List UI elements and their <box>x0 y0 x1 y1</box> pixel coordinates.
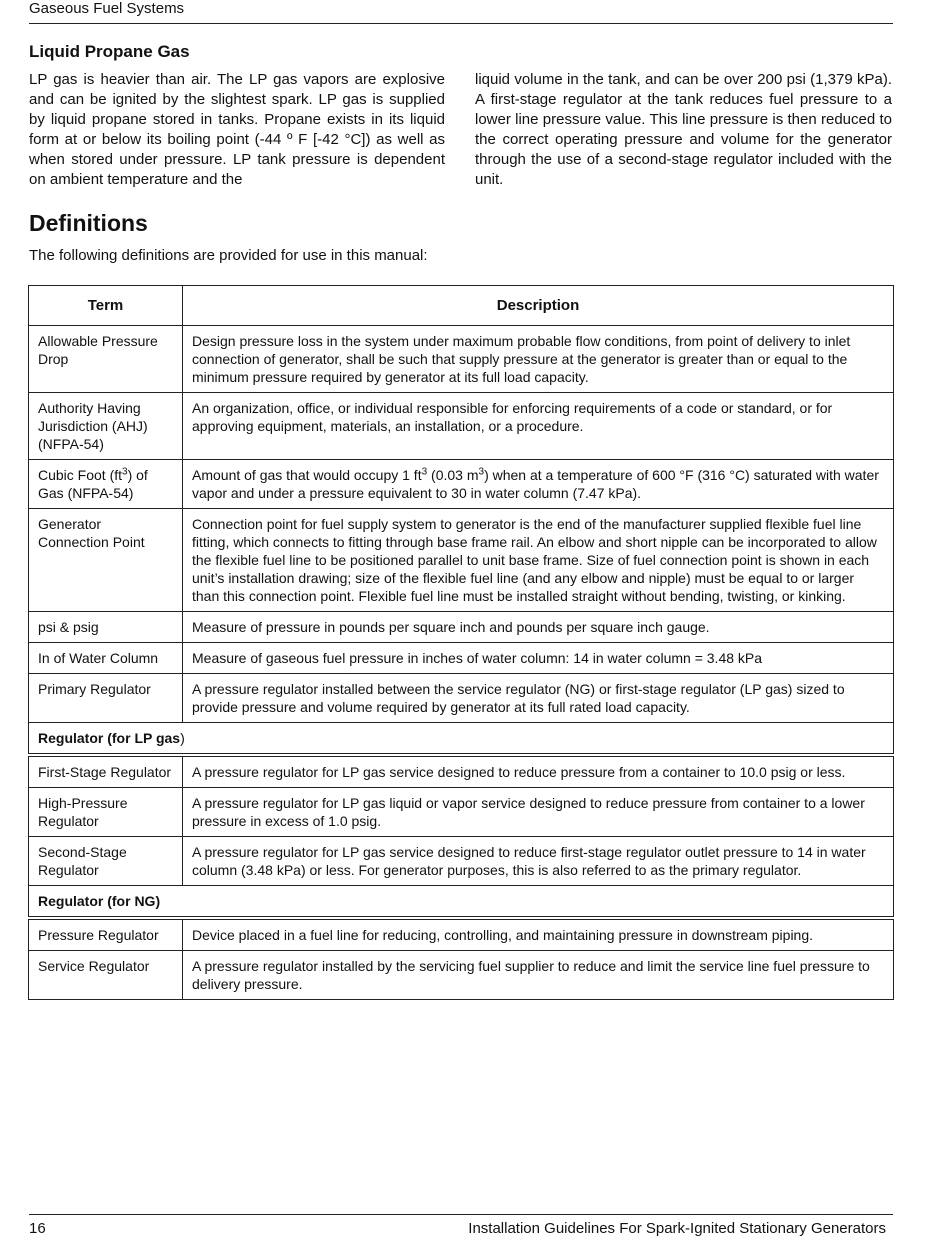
superscript: 3 <box>122 466 128 478</box>
table-row <box>29 326 894 393</box>
term-cell <box>29 460 183 509</box>
page-number: 16 <box>29 1220 46 1237</box>
table-row <box>29 837 894 886</box>
intro-paragraph-right: liquid volume in the tank, and can be over 200 psi (1,379 kPa). A first-stage regulator at the tank reduces fuel pressure to a lower line pressure value. This line pressure is then reduced to the correct operating pressure and volume for the generator through the use of a second-stage regulator included with the unit. <box>475 71 892 188</box>
description-cell: Connection point for fuel supply system to generator is the end of the manufacturer supplied flexible fuel line fitting, which connects to fitting through base frame rail. An elbow and short nipple can be incorporated to allow the flexible fuel line to be positioned parallel to unit base frame. Size of fuel connection point is shown in each unit’s installation drawing; size of the flexible fuel line (and any elbow and nipple) must be equal to or larger than this connection point. Flexible fuel line must be installed straight without bending, twisting, or kinking. <box>183 509 894 612</box>
page-header <box>29 0 893 24</box>
table-row <box>29 612 894 643</box>
description-cell: A pressure regulator for LP gas liquid or vapor service designed to reduce pressure from container to a lower pressure in excess of 1.0 psig. <box>183 788 894 837</box>
term-cell: High-Pressure Regulator <box>29 788 183 837</box>
term-cell: Allowable Pressure Drop <box>29 326 183 393</box>
description-cell: Measure of pressure in pounds per square inch and pounds per square inch gauge. <box>183 612 894 643</box>
header-text: Gaseous Fuel Systems <box>29 0 185 17</box>
description-cell: An organization, office, or individual responsible for enforcing requirements of a code or standard, or for approving equipment, materials, an installation, or a procedure. <box>183 393 894 460</box>
term-cell: Service Regulator <box>29 951 183 1000</box>
group-label: Regulator (for NG) <box>29 886 894 919</box>
group-row-lp-gas <box>29 723 894 756</box>
description-cell <box>183 460 894 509</box>
description-cell: A pressure regulator for LP gas service designed to reduce first-stage regulator outlet pressure to 14 in water column (3.48 kPa) or less. For generator purposes, this is also referred to as the primary regulator. <box>183 837 894 886</box>
description-cell: A pressure regulator installed by the servicing fuel supplier to reduce and limit the service line fuel pressure to delivery pressure. <box>183 951 894 1000</box>
term-cell: Pressure Regulator <box>29 918 183 951</box>
group-label <box>29 723 894 756</box>
term-cell: Second-Stage Regulator <box>29 837 183 886</box>
term-cell: Primary Regulator <box>29 674 183 723</box>
term-cell: In of Water Column <box>29 643 183 674</box>
section-title: Liquid Propane Gas <box>29 42 190 61</box>
table-header-row <box>29 286 894 326</box>
table-row <box>29 509 894 612</box>
description-cell: A pressure regulator for LP gas service designed to reduce pressure from a container to 10.0 psig or less. <box>183 755 894 788</box>
term-cell: First-Stage Regulator <box>29 755 183 788</box>
table-row <box>29 918 894 951</box>
table-row <box>29 674 894 723</box>
description-cell: Design pressure loss in the system under maximum probable flow conditions, from point of delivery to inlet connection of generator, shall be such that supply pressure at the generator is greater than or equal to the minimum pressure required by generator at its full load capacity. <box>183 326 894 393</box>
table-row <box>29 755 894 788</box>
page-footer <box>29 1214 893 1237</box>
definitions-title: Definitions <box>29 210 148 236</box>
table-row <box>29 951 894 1000</box>
term-cell: Generator Connection Point <box>29 509 183 612</box>
definitions-table <box>28 285 894 1000</box>
table-row <box>29 788 894 837</box>
description-text: (0.03 m <box>427 467 479 483</box>
intro-paragraph-left: LP gas is heavier than air. The LP gas vapors are explosive and can be ignited by the slightest spark. LP gas is supplied by liquid propane stored in tanks. Propane exists in its liquid form at or below its boiling point (-44 º F [-42 °C]) as well as when stored under pressure. LP tank pressure is dependent on ambient temperature and the <box>29 71 445 188</box>
term-cell: psi & psig <box>29 612 183 643</box>
superscript: 3 <box>478 466 485 478</box>
group-label-text: Regulator (for LP gas <box>38 730 181 746</box>
description-cell: Device placed in a fuel line for reducing, controlling, and maintaining pressure in downstream piping. <box>183 918 894 951</box>
group-row-ng <box>29 886 894 919</box>
table-row <box>29 393 894 460</box>
description-text: Amount of gas that would occupy 1 ft <box>192 467 422 483</box>
description-cell: A pressure regulator installed between the service regulator (NG) or first-stage regulator (LP gas) sized to provide pressure and volume required by generator at its full rated load capacity. <box>183 674 894 723</box>
term-text: ) of Gas (NFPA-54) <box>38 467 148 501</box>
column-header-term: Term <box>29 286 183 326</box>
column-header-description: Description <box>183 286 894 326</box>
table-row <box>29 643 894 674</box>
group-label-close: ) <box>180 730 185 746</box>
term-cell: Authority Having Jurisdiction (AHJ) (NFPA-54) <box>29 393 183 460</box>
description-text: ) when at a temperature of 600 °F (316 °C) saturated with water vapor and under a pressure equivalent to 30 in water column (7.47 kPa). <box>192 467 879 501</box>
footer-title: Installation Guidelines For Spark-Ignited Stationary Generators <box>468 1220 886 1237</box>
definitions-intro: The following definitions are provided for use in this manual: <box>29 247 428 264</box>
superscript: 3 <box>421 466 428 478</box>
table-row <box>29 460 894 509</box>
description-cell: Measure of gaseous fuel pressure in inches of water column: 14 in water column = 3.48 kPa <box>183 643 894 674</box>
term-text: Cubic Foot (ft <box>38 467 123 483</box>
